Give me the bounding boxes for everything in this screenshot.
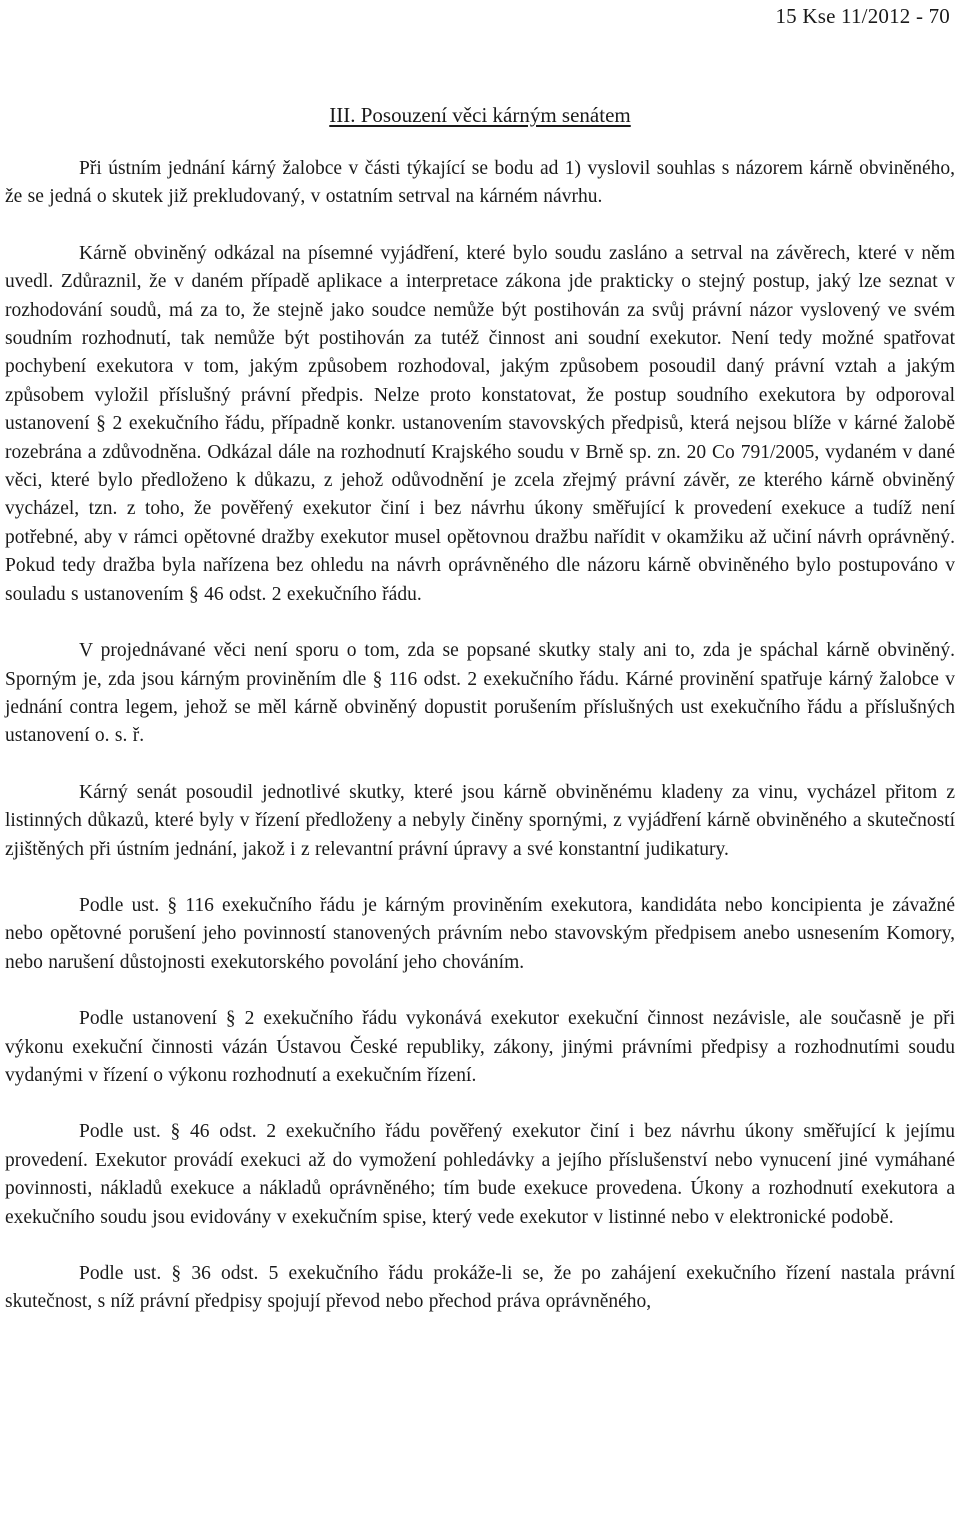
section-heading: III. Posouzení věci kárným senátem [329,103,631,127]
paragraph-3: V projednávané věci není sporu o tom, zda se popsané skutky staly ani to, zda je spáchal kárně obviněný. Sporným je, zda jsou kárným proviněním dle § 116 odst. 2 exekučního řádu. Kárné provinění spatřuje kárný žalobce v jednání contra legem, jehož se měl kárně obviněný dopustit porušením příslušných ust exekučního řádu a příslušných ustanovení o. s. ř. [5,640,955,747]
paragraph-6: Podle ustanovení § 2 exekučního řádu vykonává exekutor exekuční činnost nezávisle, ale současně je při výkonu exekuční činnosti vázán Ústavou České republiky, zákony, jinými právními předpisy a rozhodnutími soudu vydanými v řízení o výkonu rozhodnutí a exekučním řízení. [5,1008,955,1086]
paragraph-4: Kárný senát posoudil jednotlivé skutky, které jsou kárně obviněnému kladeny za vinu, vycházel přitom z listinných důkazů, které byly v řízení předloženy a nebyly činěny spornými, z vyjádření kárně obviněného a skutečností zjištěných při ústním jednání, jakož i z relevantní právní úpravy a své konstantní judikatury. [5,781,955,860]
paragraph-2: Kárně obviněný odkázal na písemné vyjádření, které bylo soudu zasláno a setrval na závěrech, které v něm uvedl. Zdůraznil, že v daném případě aplikace a interpretace zákona jde prakticky o stejný postup, jaký lze seznat v rozhodování soudů, má za to, že stejně jako soudce nemůže být postihován za svůj právní názor vyslovený ve svém soudním rozhodnutí, tak nemůže být postihován za tutéž činnost ani soudní exekutor. Není tedy možné spatřovat pochybení exekutora v tom, jakým způsobem rozhodoval, jakým způsobem posoudil daný právní vztah a jakým způsobem vyložil příslušný právní předpis. Nelze proto konstatovat, že postup soudního exekutora by odporoval ustanovení § 2 exekučního řádu, případně konkr. ustanovením stavovských předpisů, která nejsou blíže v kárné žalobě rozebrána a zdůvodněna. Odkázal dále na rozhodnutí Krajského soudu v Brně sp. zn. 20 Co 791/2005, vydaném v dané věci, které bylo předloženo k důkazu, z jehož odůvodnění je zcela zřejmý právní závěr, ze kterého kárně obviněný vycházel, tzn. z toho, že pověřený exekutor činí i bez návrhu úkony směřující k provedení exekuce a tudíž není potřebné, aby v rámci opětovné dražby exekutor musel opětovnou dražbu nařídit v okamžiku až učiní návrh oprávněný. Pokud tedy dražba byla nařízena bez ohledu na návrh oprávněného dle názoru kárně obviněného bylo postupováno v souladu s ustanovením § 46 odst. 2 exekučního řádu. [5,242,955,605]
paragraph-8: Podle ust. § 36 odst. 5 exekučního řádu prokáže-li se, že po zahájení exekučního řízení nastala právní skutečnost, s níž právní předpisy spojují převod nebo přechod práva oprávněného, [5,1263,955,1313]
paragraph-5: Podle ust. § 116 exekučního řádu je kárným proviněním exekutora, kandidáta nebo koncipienta je závažné nebo opětovné porušení jeho povinností stanovených právním nebo stavovským předpisem anebo usnesením Komory, nebo narušení důstojnosti exekutorského povolání jeho chováním. [5,894,955,973]
paragraph-7: Podle ust. § 46 odst. 2 exekučního řádu pověřený exekutor činí i bez návrhu úkony směřující k jejímu provedení. Exekutor provádí exekuci až do vymožení pohledávky a jejího příslušenství nebo vynucení jiné vymáhané povinnosti, nákladů exekuce a nákladů oprávněného; tím bude exekuce provedena. Úkony a rozhodnutí exekutora a exekučního soudu jsou evidovány v exekučním spise, který vede exekutor v listinné nebo v elektronické podobě. [5,1121,955,1228]
document-body [5,155,955,1345]
paragraph-1: Při ústním jednání kárný žalobce v části týkající se bodu ad 1) vyslovil souhlas s názorem kárně obviněného, že se jedná o skutek již prekludovaný, v ostatním setrval na kárném návrhu. [5,158,955,208]
page-reference: 15 Kse 11/2012 - 70 [775,4,950,28]
